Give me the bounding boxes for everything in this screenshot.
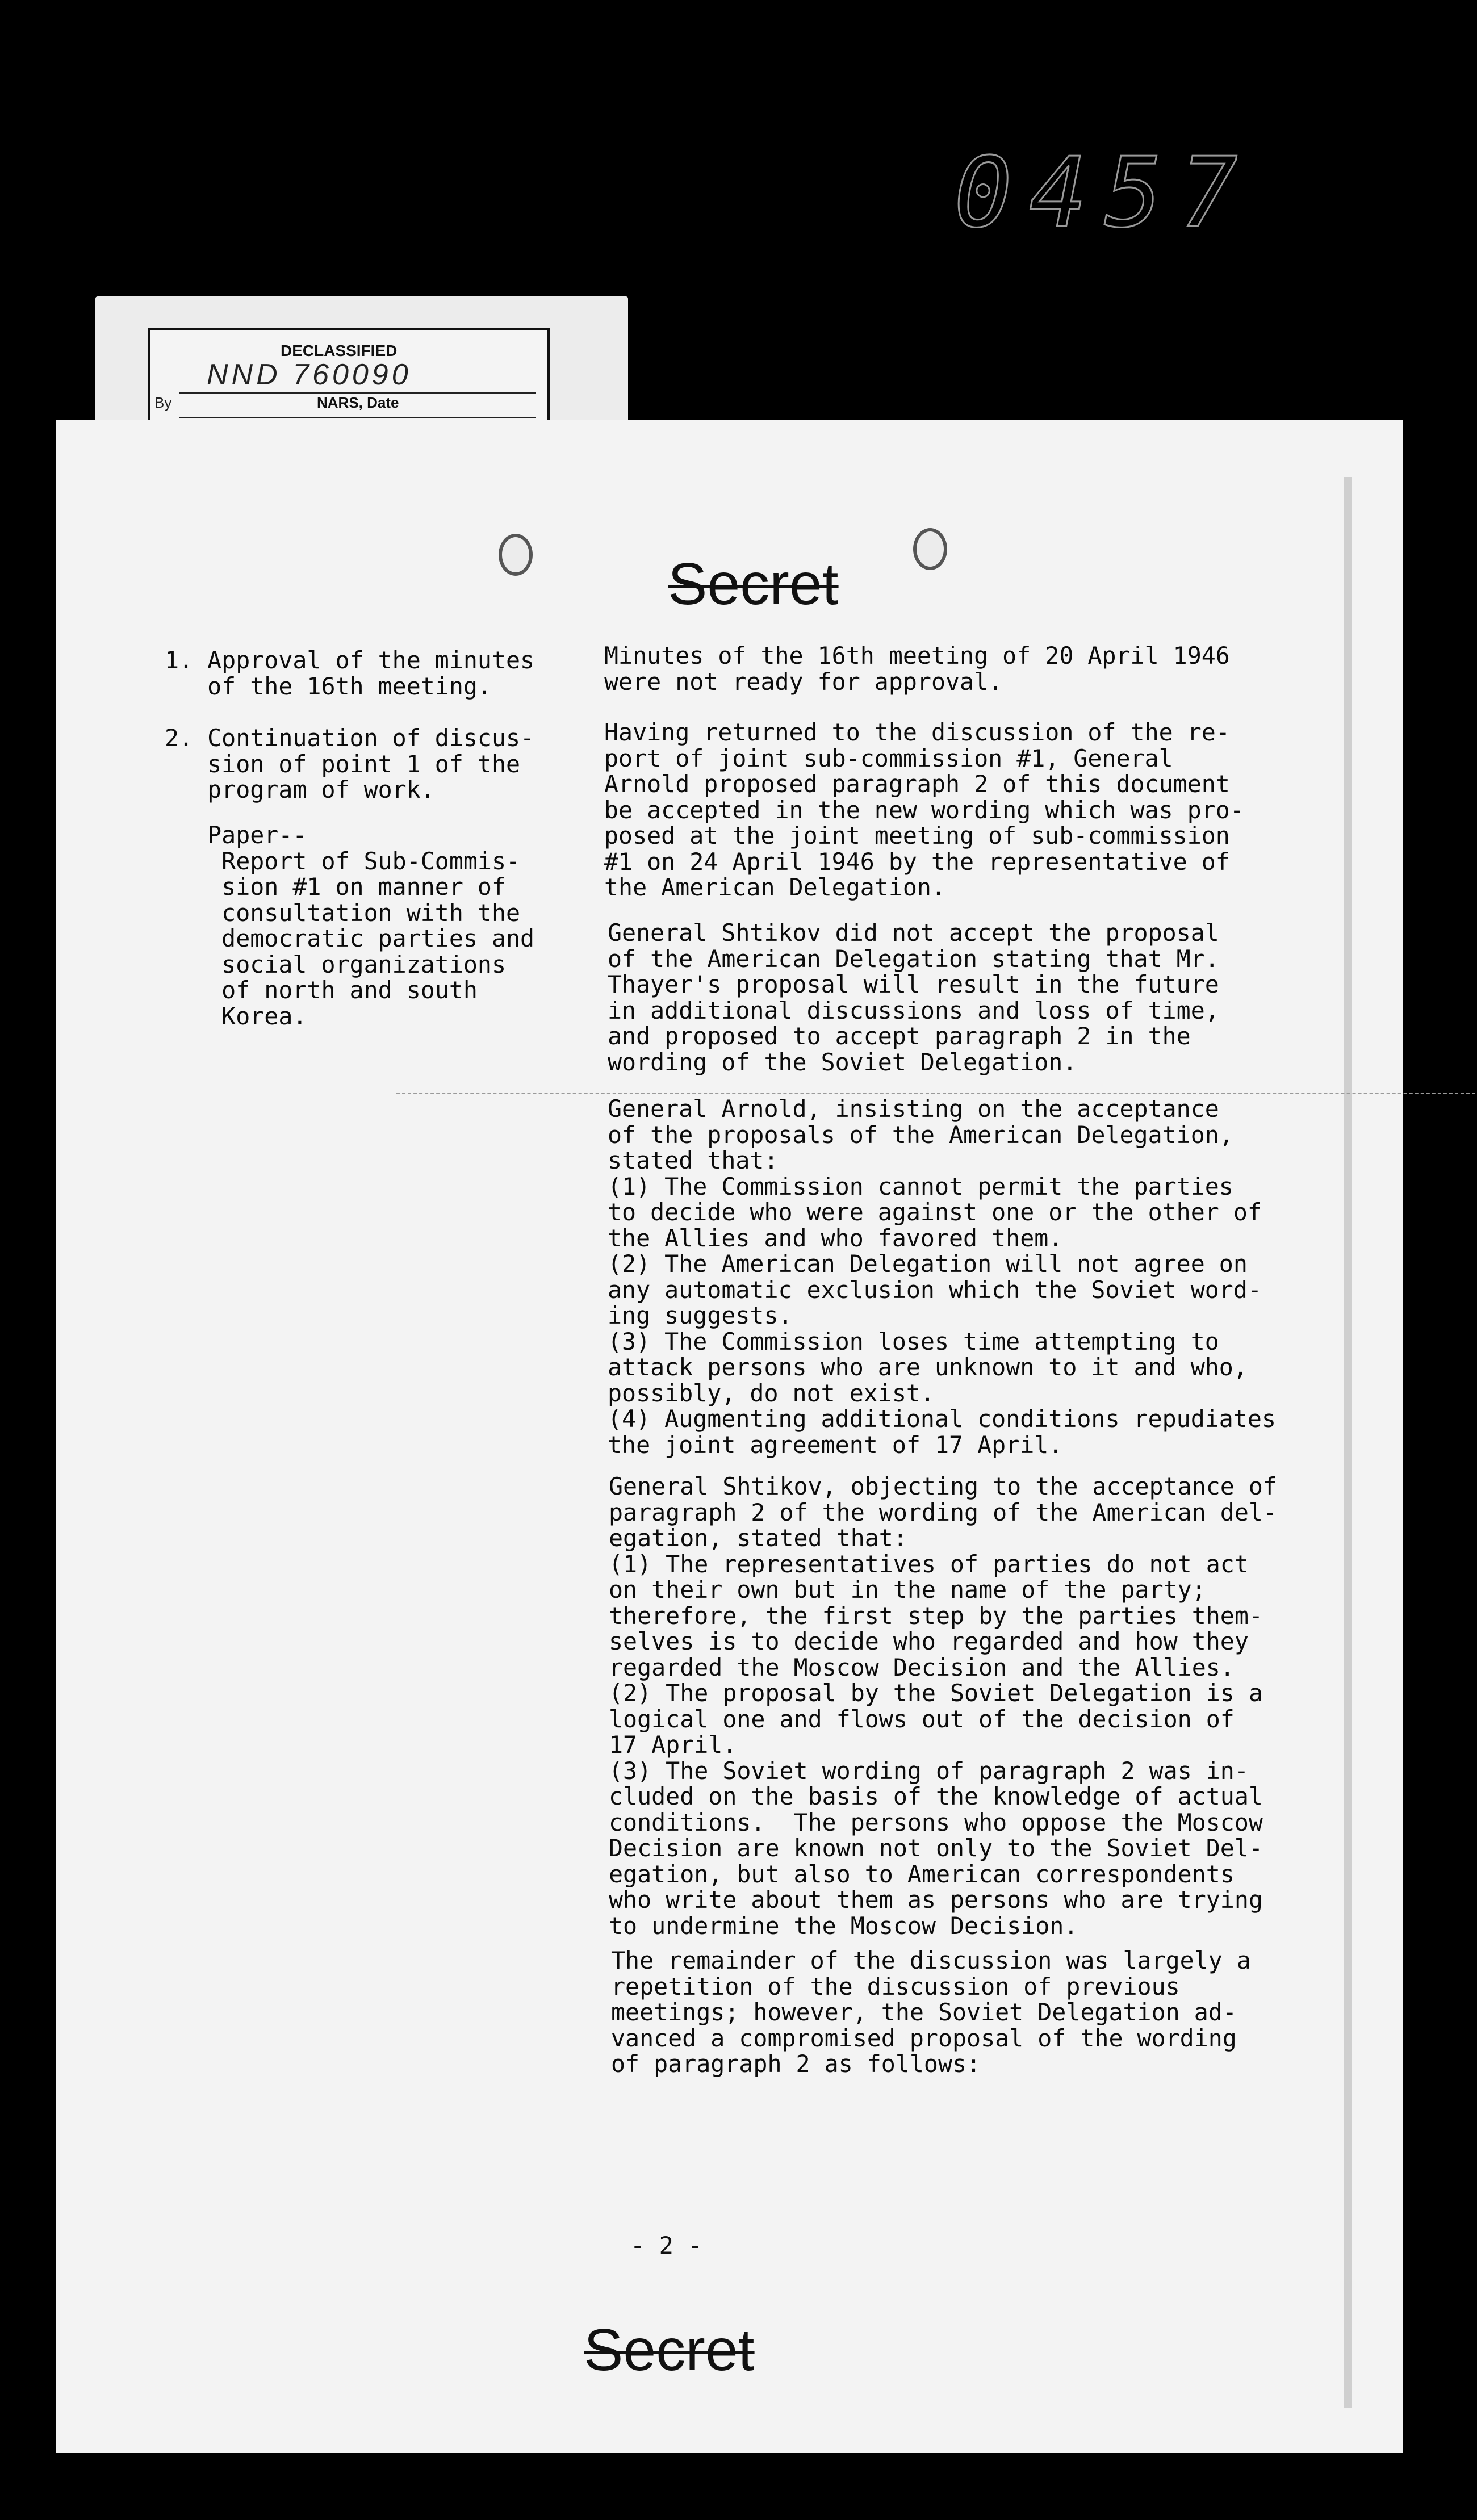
scan-artifact-line <box>396 1093 1475 1094</box>
stamp-nars-date-label: NARS, Date <box>317 394 399 411</box>
discussion-item-1: Minutes of the 16th meeting of 20 April 1946 were not ready for approval. <box>604 642 1230 696</box>
agenda-item-2: 2. Continuation of discus- sion of point 1 of the program of work. <box>165 724 535 803</box>
stamp-by-label: By <box>154 394 172 411</box>
declassification-stamp <box>95 296 628 433</box>
stamp-authority-number: NND 760090 <box>207 358 412 391</box>
document-page <box>56 420 1403 2453</box>
paragraph-shtikov-objection: General Shtikov, objecting to the acceptance of paragraph 2 of the wording of the American del- egation, stated that: (1) The representatives of parties do not act on their own but in the name of the party; therefore, the first step by the parties them- selves is to decide who regarded and how they regarded the Moscow Decision and the Allies. (2) The proposal by the Soviet Delegation is a logical one and flows out of the decision of 17 April. (3) The Soviet wording of paragraph 2 was in- cluded on the basis of the knowledge of actual conditions. The persons who oppose the Moscow Decision are known not only to the Soviet Del- egation, but also to American correspondents who write about them as persons who are trying to undermine the Moscow Decision. <box>609 1472 1277 1940</box>
paper-note: Paper-- Report of Sub-Commis- sion #1 on manner of consultation with the democratic parties and social organizations of north and south Korea. <box>207 821 535 1030</box>
paragraph-remainder: The remainder of the discussion was largely a repetition of the discussion of previous meetings; however, the Soviet Delegation ad- vanced a compromised proposal of the wording of paragraph 2 as follows: <box>611 1946 1251 2078</box>
stamp-declassified-label: DECLASSIFIED <box>281 342 398 359</box>
page-edge-shadow <box>1344 477 1352 2408</box>
stamp-box <box>148 328 550 424</box>
punch-hole <box>913 528 947 570</box>
stamp-line <box>179 417 536 418</box>
discussion-item-2: Having returned to the discussion of the re- port of joint sub-commission #1, General Arnold proposed paragraph 2 of this document be accepted in the new wording which was pro- posed at the joint meeting of sub-commission #1 on 24 April 1946 by the representative of the American Delegation. <box>604 718 1244 901</box>
classification-bottom: Secret <box>584 2317 755 2383</box>
frame-number: 0457 <box>954 137 1255 249</box>
punch-hole <box>499 534 533 576</box>
page-number: - 2 - <box>630 2232 702 2259</box>
stamp-line <box>179 392 536 394</box>
classification-top: Secret <box>668 551 839 617</box>
paragraph-arnold-statement: General Arnold, insisting on the acceptance of the proposals of the American Delegation, stated that: (1) The Commission cannot permit the parties to decide who were against one or the other of the Allies and who favored them. (2) The American Delegation will not agree on any automatic exclusion which the Soviet word- ing suggests. (3) The Commission loses time attempting to attack persons who are unknown to it and who, possibly, do not exist. (4) Augmenting additional conditions repudiates the joint agreement of 17 April. <box>608 1095 1276 1459</box>
paragraph-shtikov-response: General Shtikov did not accept the proposal of the American Delegation stating that Mr. Thayer's proposal will result in the future in additional discussions and loss of time, and proposed to accept paragraph 2 in the wording of the Soviet Delegation. <box>608 919 1219 1076</box>
agenda-item-1: 1. Approval of the minutes of the 16th meeting. <box>165 646 535 700</box>
